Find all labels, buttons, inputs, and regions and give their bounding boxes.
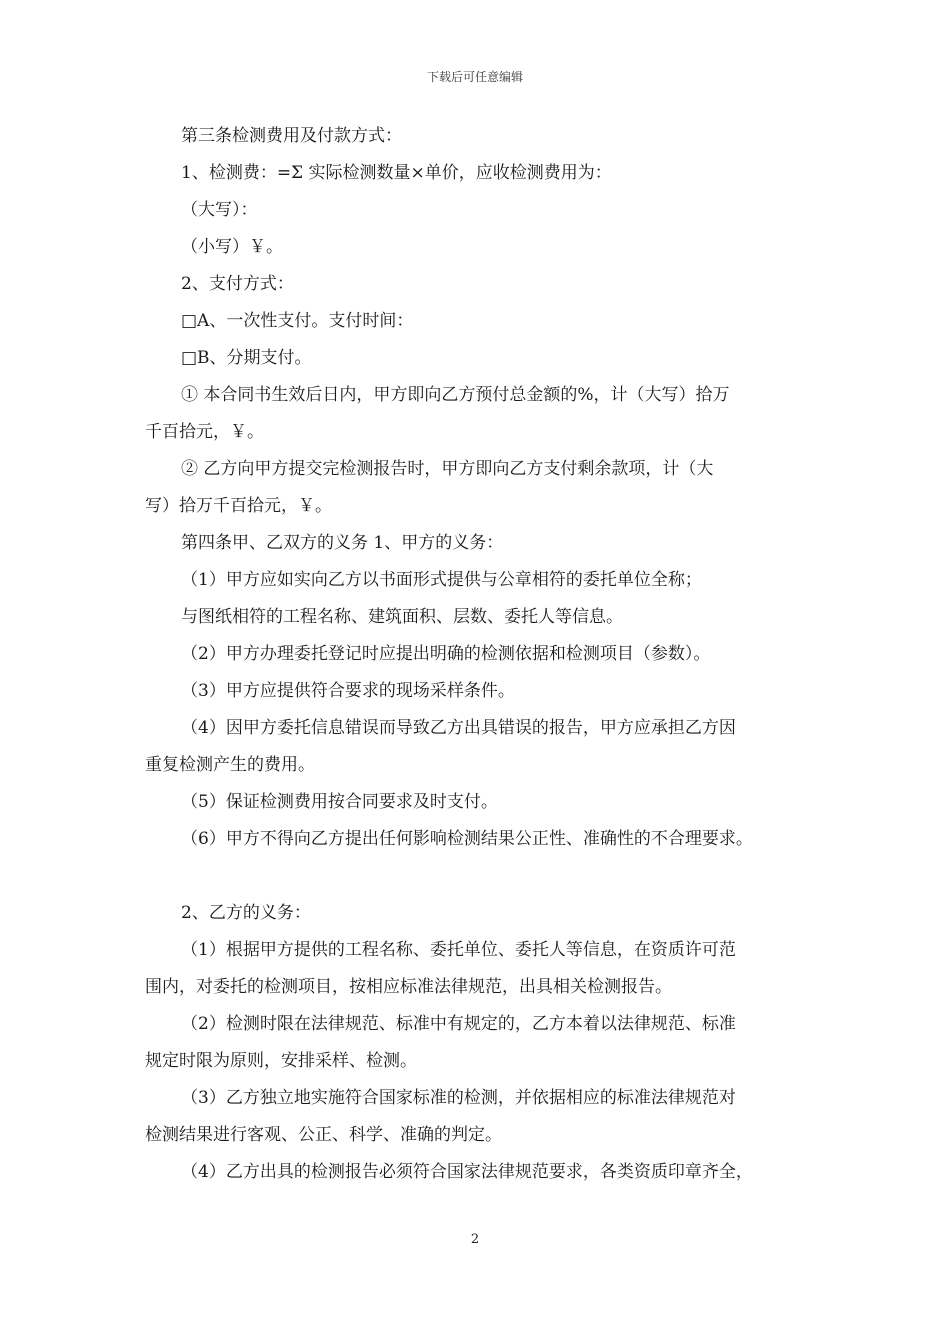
document-body (145, 118, 817, 1191)
party-a-duty-5: （5）保证检测费用按合同要求及时支付。 (181, 792, 498, 812)
installment-2-line-1: ② 乙方向甲方提交完检测报告时，甲方即向乙方支付剩余款项，计（大 (181, 459, 714, 479)
party-b-duty-4: （4）乙方出具的检测报告必须符合国家法律规范要求，各类资质印章齐全， (181, 1162, 753, 1182)
party-b-duty-2: （2）检测时限在法律规范、标准中有规定的，乙方本着以法律规范、标准 (181, 1014, 736, 1034)
party-a-duty-1-cont: 与图纸相符的工程名称、建筑面积、层数、委托人等信息。 (181, 607, 623, 627)
party-b-duty-2-cont: 规定时限为原则，安排采样、检测。 (145, 1051, 417, 1071)
paragraph-gap (145, 858, 817, 895)
party-a-duty-6: （6）甲方不得向乙方提出任何影响检测结果公正性、准确性的不合理要求。 (181, 829, 753, 849)
installment-1-line-2: 千百拾元，￥。 (145, 422, 264, 442)
party-a-duty-2: （2）甲方办理委托登记时应提出明确的检测依据和检测项目（参数）。 (181, 644, 711, 664)
fee-capital: （大写）： (181, 200, 258, 220)
section-3-heading: 第三条检测费用及付款方式： (181, 126, 402, 146)
page-header: 下载后可任意编辑 (426, 70, 523, 84)
party-a-duty-3: （3）甲方应提供符合要求的现场采样条件。 (181, 681, 515, 701)
party-b-duty-3-cont: 检测结果进行客观、公正、科学、准确的判定。 (145, 1125, 502, 1145)
fee-formula: 1、检测费：=Σ 实际检测数量×单价，应收检测费用为： (181, 163, 612, 183)
installment-2-line-2: 写）拾万千百拾元，￥。 (145, 496, 332, 516)
fee-numeric: （小写）￥。 (181, 237, 283, 257)
party-b-duty-3: （3）乙方独立地实施符合国家标准的检测，并依据相应的标准法律规范对 (181, 1088, 736, 1108)
payment-option-b: □B、分期支付。 (181, 348, 312, 368)
payment-option-a: □A、一次性支付。支付时间： (181, 311, 414, 331)
installment-1-line-1: ① 本合同书生效后日内，甲方即向乙方预付总金额的%，计（大写）拾万 (181, 385, 730, 405)
page-number: 2 (470, 1232, 480, 1247)
section-4-heading: 第四条甲、乙双方的义务 1、甲方的义务： (181, 533, 504, 553)
party-a-duty-4-cont: 重复检测产生的费用。 (145, 755, 315, 775)
party-b-duties-heading: 2、乙方的义务： (181, 903, 311, 923)
party-b-duty-1-cont: 围内，对委托的检测项目，按相应标准法律规范，出具相关检测报告。 (145, 977, 672, 997)
party-b-duty-1: （1）根据甲方提供的工程名称、委托单位、委托人等信息，在资质许可范 (181, 940, 736, 960)
payment-method-heading: 2、支付方式： (181, 274, 294, 294)
party-a-duty-4: （4）因甲方委托信息错误而导致乙方出具错误的报告，甲方应承担乙方因 (181, 718, 736, 738)
party-a-duty-1: （1）甲方应如实向乙方以书面形式提供与公章相符的委托单位全称； (181, 570, 702, 590)
